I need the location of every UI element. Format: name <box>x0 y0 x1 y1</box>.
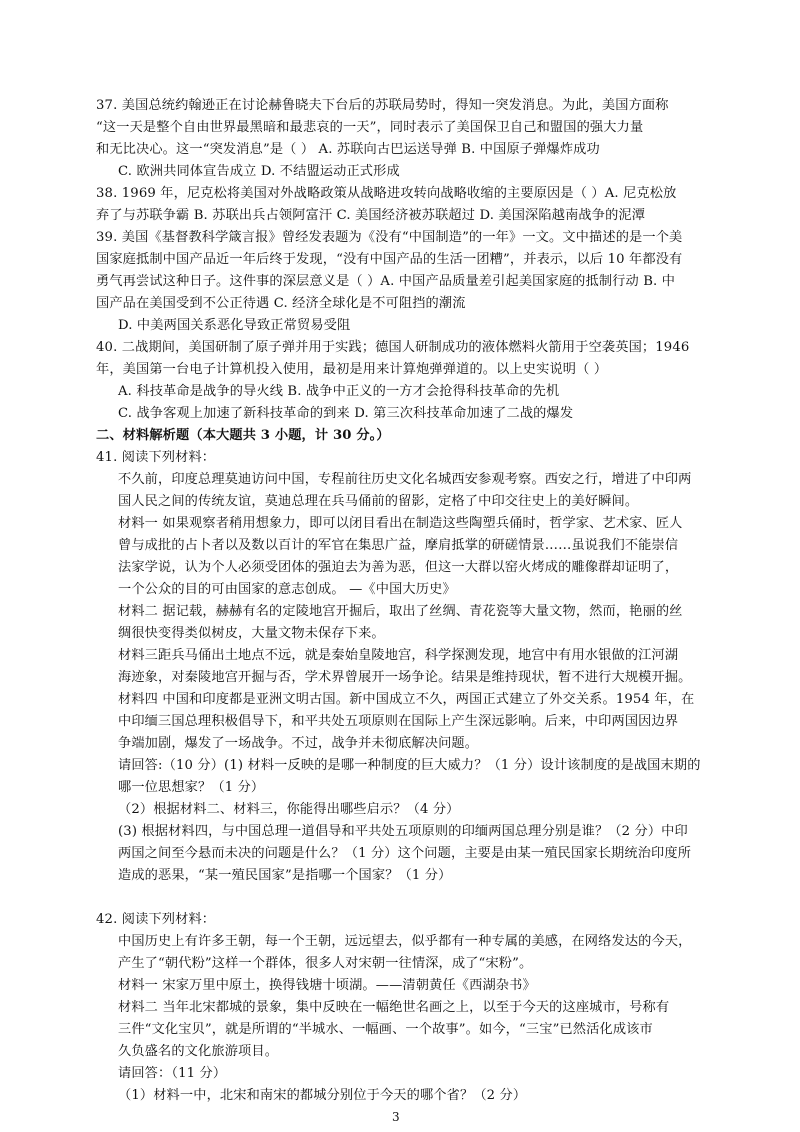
page-number: 3 <box>392 1110 400 1124</box>
q39-line-1: 39. 美国《基督教科学箴言报》曾经发表题为《没有“中国制造”的一年》一文。文中描述的是一个美 <box>96 230 683 245</box>
q37-line-4: C. 欧洲共同体宣告成立 D. 不结盟运动正式形成 <box>118 164 400 179</box>
q39-line-3: 勇气再尝试这种日子。这件事的深层意义是（ ）A. 中国产品质量差引起美国家庭的抵制行动 B. 中 <box>96 274 676 289</box>
q42-line-4: 材料一 宋家万里中原土，换得钱塘十顷湖。——清朝黄任《西湖杂书》 <box>118 978 536 993</box>
q41-line-13: 中印缅三国总理积极倡导下，和平共处五项原则在国际上产生深远影响。后来，中印两国因边界 <box>118 714 679 729</box>
q40-line-3: A. 科技革命是战争的导火线 B. 战争中正义的一方才会抢得科技革命的先机 <box>118 384 560 399</box>
q39-line-5: D. 中美两国关系恶化导致正常贸易受阻 <box>118 318 351 333</box>
q39-line-4: 国产品在美国受到不公正待遇 C. 经济全球化是不可阻挡的潮流 <box>96 296 466 311</box>
q42-line-6: 三件“文化宝贝”，就是所谓的“半城水、一幅画、一个故事”。如今，“三宝”已然活化成该市 <box>118 1022 653 1037</box>
q41-line-14: 争端加剧，爆发了一场战争。不过，战争并未彻底解决问题。 <box>118 736 479 751</box>
q41-line-10: 材料三距兵马俑出土地点不远，就是秦始皇陵地宫，科学探测发现，地宫中有用水银做的江河湖 <box>118 648 679 663</box>
q40-line-2: 年，美国第一台电子计算机投入使用，最初是用来计算炮弹弹道的。以上史实说明（ ） <box>96 362 608 377</box>
q41-line-8: 材料二 据记载，赫赫有名的定陵地宫开掘后，取出了丝绸、青花瓷等大量文物，然而，艳丽的丝 <box>118 604 683 619</box>
q41-line-15: 请回答:（10 分）(1) 材料一反映的是哪一种制度的巨大威力？（1 分）设计该制度的是战国末期的 <box>118 758 701 773</box>
q38-line-2: 弃了与苏联争霸 B. 苏联出兵占领阿富汗 C. 美国经济被苏联超过 D. 美国深陷越南战争的泥潭 <box>96 208 646 223</box>
q41-line-4: 材料一 如果观察者稍用想象力，即可以闭目看出在制造这些陶塑兵俑时，哲学家、艺术家、匠人 <box>118 516 683 531</box>
q39-line-2: 国家庭抵制中国产品近一年后终于发现，“没有中国产品的生活一团糟”，并表示，以后 10 年都没有 <box>96 252 683 267</box>
q41-line-18: (3) 根据材料四，与中国总理一道倡导和平共处五项原则的印缅两国总理分别是谁？（2 分）中印 <box>118 824 688 839</box>
q41-line-16: 哪一位思想家？（1 分） <box>118 780 265 795</box>
q42-line-7: 久负盛名的文化旅游项目。 <box>118 1044 279 1059</box>
q41-line-17: （2）根据材料二、材料三，你能得出哪些启示？（4 分） <box>118 802 460 817</box>
q37-line-3: 和无比决心。这一“突发消息”是（ ） A. 苏联向古巴运送导弹 B. 中国原子弹爆炸成功 <box>96 142 600 157</box>
q42-line-1: 42. 阅读下列材料： <box>96 912 216 927</box>
q41-line-6: 法家学说，认为个人必须受团体的强迫去为善为恶，但这一大群以窑火烤成的雕像群却证明了， <box>118 560 679 575</box>
q38-line-1: 38. 1969 年，尼克松将美国对外战略政策从战略进攻转向战略收缩的主要原因是（ ）A. 尼克松放 <box>96 186 677 201</box>
q40-line-4: C. 战争客观上加速了新科技革命的到来 D. 第三次科技革命加速了二战的爆发 <box>118 406 574 421</box>
q41-line-12: 材料四 中国和印度都是亚洲文明古国。新中国成立不久，两国正式建立了外交关系。1954 年，在 <box>118 692 695 707</box>
q41-line-7: 一个公众的目的可由国家的意志创成。 —《中国大历史》 <box>118 582 456 597</box>
q42-line-8: 请回答：（11 分） <box>118 1066 227 1081</box>
section-heading: 二、材料解析题（本大题共 3 小题，计 30 分。） <box>96 428 390 443</box>
q41-line-9: 绸很快变得类似树皮，大量文物未保存下来。 <box>118 626 385 641</box>
q41-line-19: 两国之间至今悬而未决的问题是什么？（1 分）这个问题，主要是由某一殖民国家长期统治印度所 <box>118 846 692 861</box>
q41-line-11: 海迹象，对秦陵地宫开掘与否，学术界曾展开一场争论。结果是维持现状，暂不进行大规模开掘。 <box>118 670 692 685</box>
q41-line-1: 41. 阅读下列材料： <box>96 450 216 465</box>
q37-line-2: “这一天是整个自由世界最黑暗和最悲哀的一天”，同时表示了美国保卫自己和盟国的强大力量 <box>96 120 644 135</box>
q41-line-20: 造成的恶果，“某一殖民国家”是指哪一个国家？（1 分） <box>118 868 452 883</box>
q40-line-1: 40. 二战期间，美国研制了原子弹并用于实践；德国人研制成功的液体燃料火箭用于空袭英国；1946 <box>96 340 690 355</box>
q37-line-1: 37. 美国总统约翰逊正在讨论赫鲁晓夫下台后的苏联局势时，得知一突发消息。为此，美国方面称 <box>96 98 669 113</box>
q42-line-9: （1）材料一中，北宋和南宋的都城分别位于今天的哪个省？（2 分） <box>118 1088 527 1103</box>
q42-line-5: 材料二 当年北宋都城的景象，集中反映在一幅绝世名画之上，以至于今天的这座城市，号称有 <box>118 1000 670 1015</box>
q41-line-5: 曾与成批的占卜者以及数以百计的军官在集思广益，摩肩抵掌的研磋情景……虽说我们不能崇信 <box>118 538 679 553</box>
q41-line-3: 国人民之间的传统友谊，莫迪总理在兵马俑前的留影，定格了中印交往史上的美好瞬间。 <box>118 494 639 509</box>
q42-line-3: 产生了“朝代粉”这样一个群体，很多人对宋朝一往情深，成了“宋粉”。 <box>118 956 533 971</box>
q41-line-2: 不久前，印度总理莫迪访问中国，专程前往历史文化名城西安参观考察。西安之行，增进了中印两 <box>118 472 692 487</box>
q42-line-2: 中国历史上有许多王朝，每一个王朝，远远望去，似乎都有一种专属的美感，在网络发达的今天， <box>118 934 692 949</box>
